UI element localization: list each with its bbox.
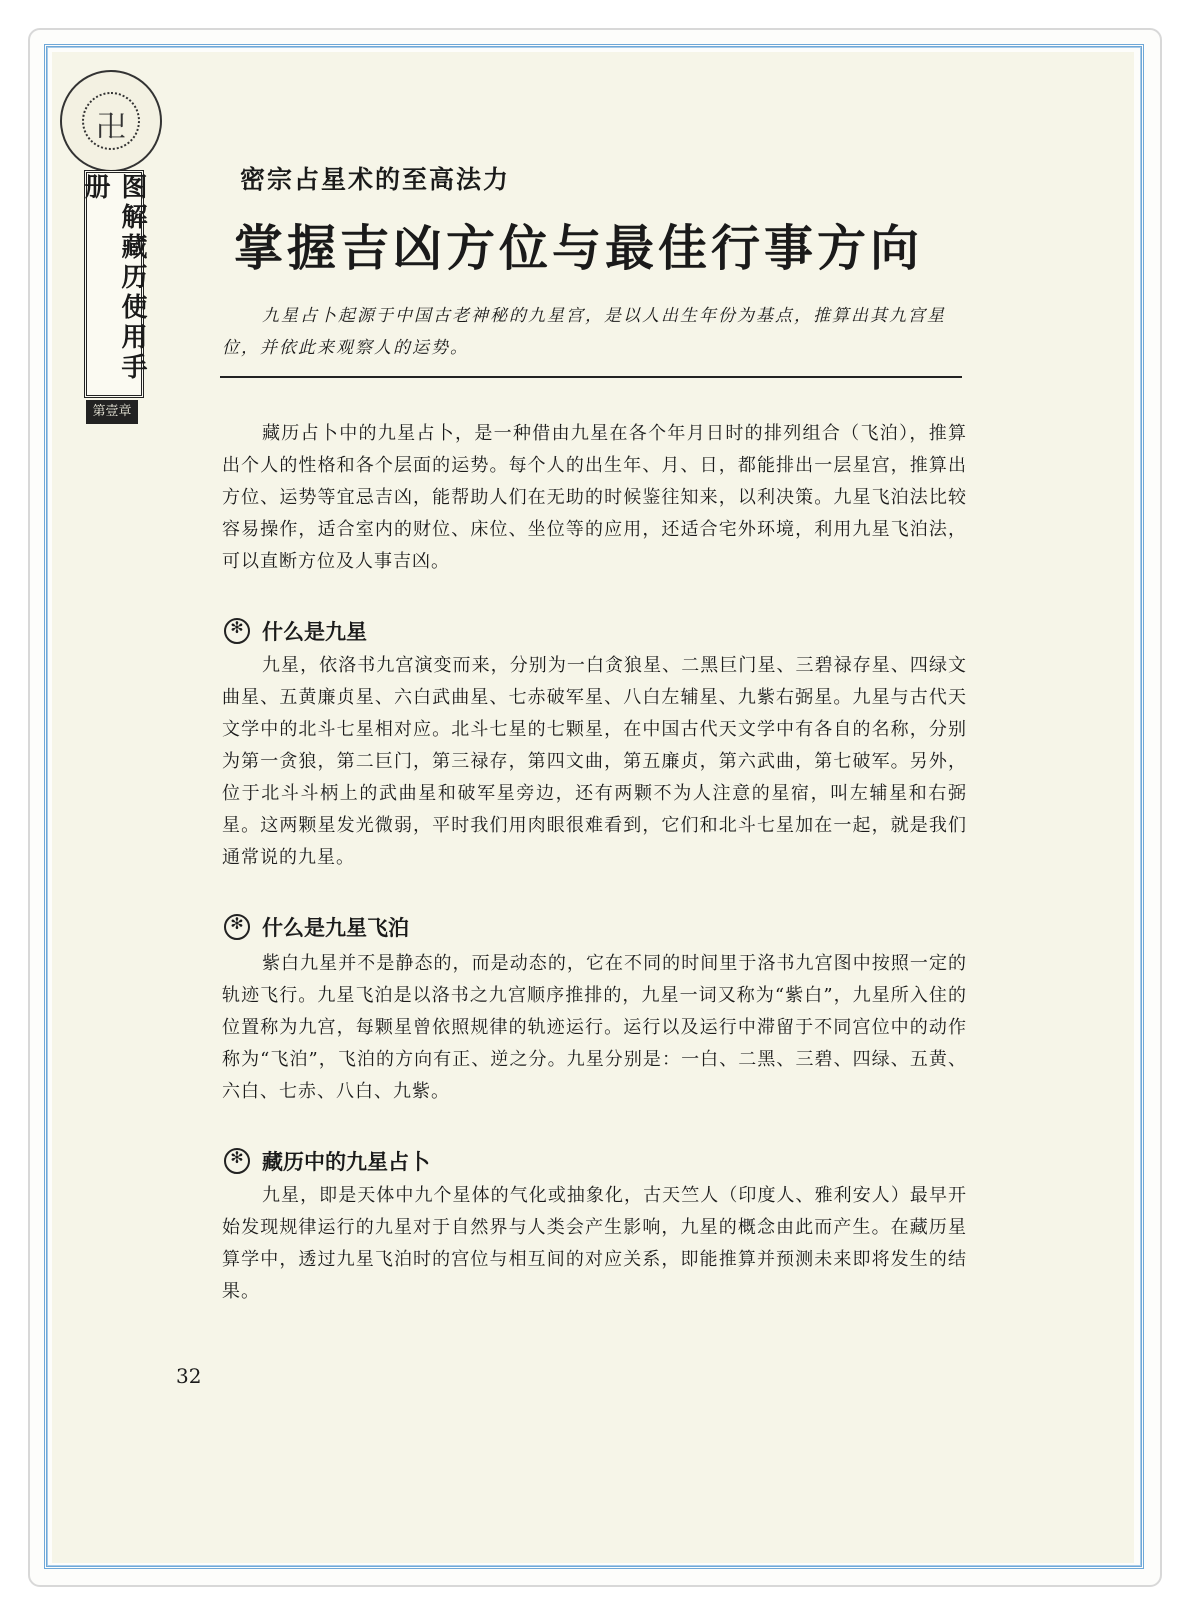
page-number: 32	[176, 1364, 202, 1388]
section-heading	[224, 1146, 430, 1176]
dharma-seal-icon	[60, 70, 162, 172]
section-heading-text: 藏历中的九星占卜	[262, 1150, 430, 1174]
section-heading-text: 什么是九星飞泊	[262, 916, 409, 940]
flower-icon	[224, 914, 250, 940]
book-title-tab	[80, 170, 147, 398]
body-paragraph: 藏历占卜中的九星占卜，是一种借由九星在各个年月日时的排列组合（飞泊），推算出个人的性格和各个层面的运势。每个人的出生年、月、日，都能排出一层星宫，推算出方位、运势等宜忌吉凶，能帮助人们在无助的时候鉴往知来，以利决策。九星飞泊法比较容易操作，适合室内的财位、床位、坐位等的应用，还适合宅外环境，利用九星飞泊法，可以直断方位及人事吉凶。	[222, 423, 967, 572]
section-heading	[224, 912, 409, 942]
page-title: 掌握吉凶方位与最佳行事方向	[234, 220, 924, 277]
section-body: 九星，即是天体中九个星体的气化或抽象化，古天竺人（印度人、雅利安人）最早开始发现规律运行的九星对于自然界与人类会产生影响，九星的概念由此而产生。在藏历星算学中，透过九星飞泊时的宫位与相互间的对应关系，即能推算并预测未来即将发生的结果。	[222, 1185, 967, 1302]
divider	[220, 376, 962, 378]
section-heading	[224, 616, 367, 646]
book-title-text: 图解藏历使用手册	[80, 173, 147, 383]
chapter-tab: 第壹章	[86, 400, 138, 424]
section-body: 九星，依洛书九宫演变而来，分别为一白贪狼星、二黑巨门星、三碧禄存星、四绿文曲星、五黄廉贞星、六白武曲星、七赤破军星、八白左辅星、九紫右弼星。九星与古代天文学中的北斗七星相对应。北斗七星的七颗星，在中国古代天文学中有各自的名称，分别为第一贪狼，第二巨门，第三禄存，第四文曲，第五廉贞，第六武曲，第七破军。另外，位于北斗斗柄上的武曲星和破军星旁边，还有两颗不为人注意的星宿，叫左辅星和右弼星。这两颗星发光微弱，平时我们用肉眼很难看到，它们和北斗七星加在一起，就是我们通常说的九星。	[222, 655, 967, 868]
page-subtitle: 密宗占星术的至高法力	[240, 165, 511, 194]
section-heading-text: 什么是九星	[262, 620, 367, 644]
flower-icon	[224, 618, 250, 644]
flower-icon	[224, 1148, 250, 1174]
intro-paragraph: 九星占卜起源于中国古老神秘的九星宫，是以人出生年份为基点，推算出其九宫星位，并依此来观察人的运势。	[222, 306, 946, 358]
seal-ornament	[60, 70, 162, 172]
section-body: 紫白九星并不是静态的，而是动态的，它在不同的时间里于洛书九宫图中按照一定的轨迹飞行。九星飞泊是以洛书之九宫顺序推排的，九星一词又称为“紫白”，九星所入住的位置称为九宫，每颗星曾依照规律的轨迹运行。运行以及运行中滞留于不同宫位中的动作称为“飞泊”，飞泊的方向有正、逆之分。九星分别是：一白、二黑、三碧、四绿、五黄、六白、七赤、八白、九紫。	[222, 953, 967, 1102]
